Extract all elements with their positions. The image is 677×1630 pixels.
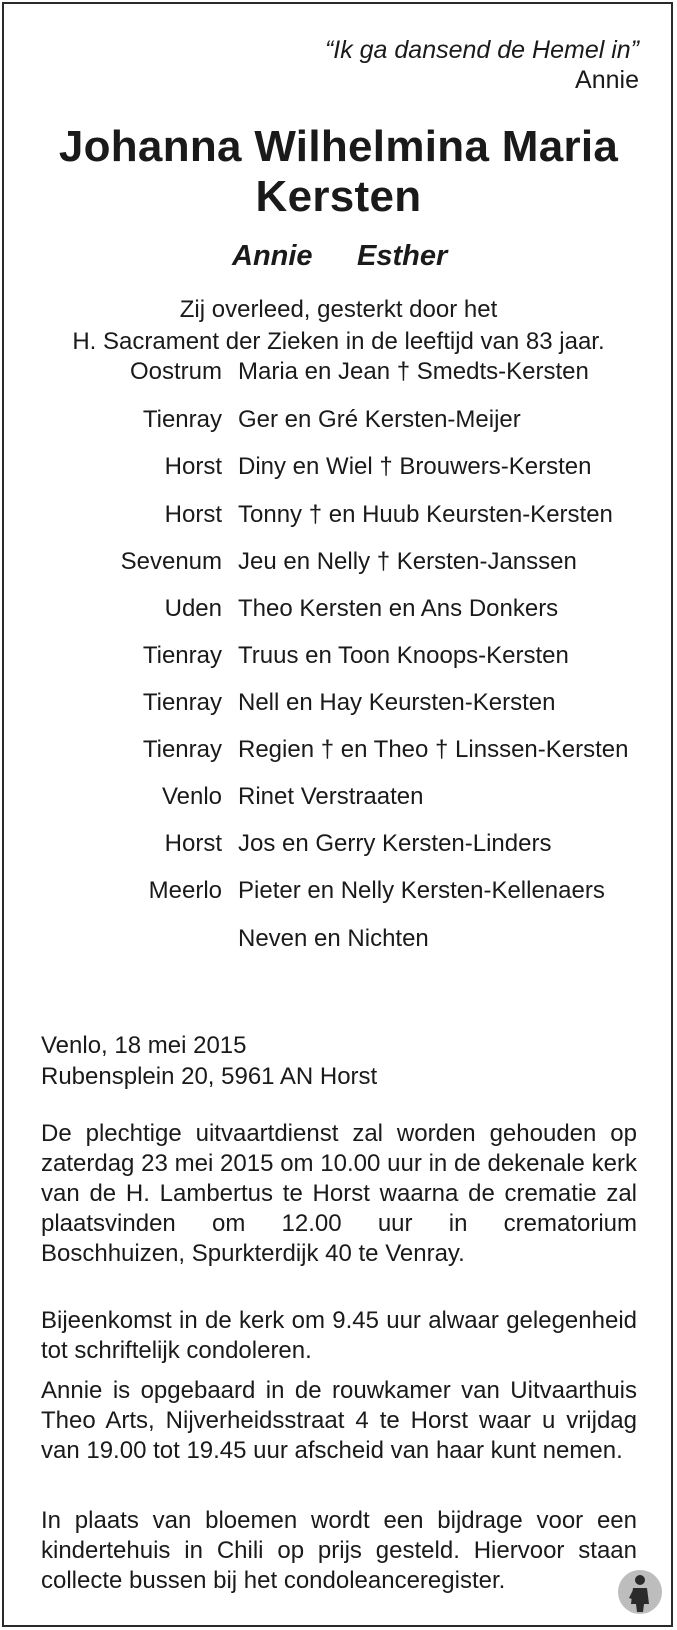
relative-names: Diny en Wiel † Brouwers-Kersten: [238, 453, 592, 480]
relative-row: [0, 689, 677, 719]
relative-row: [0, 358, 677, 388]
relative-row: [0, 453, 677, 483]
relative-place: Venlo: [161, 783, 222, 810]
relative-row: [0, 406, 677, 436]
relative-names: Pieter en Nelly Kersten-Kellenaers: [238, 877, 605, 904]
nickname-2: Esther: [357, 240, 448, 272]
relative-names: Truus en Toon Knoops-Kersten: [238, 642, 569, 669]
relative-place: Uden: [164, 595, 222, 622]
memorial-figure-icon: [616, 1568, 664, 1616]
relative-place: Tienray: [142, 642, 222, 669]
nickname-1: Annie: [232, 240, 313, 272]
flowers-paragraph: In plaats van bloemen wordt een bijdrage voor een kindertehuis in Chili op prijs gesteld. Hiervoor staan collecte bussen bij het condoleanceregister.: [41, 1507, 637, 1594]
relative-row: [0, 830, 677, 860]
quote-text: “Ik ga dansend de Hemel in”: [324, 36, 639, 64]
deceased-name-line2: Kersten: [255, 172, 422, 221]
relative-place: Oostrum: [129, 358, 222, 385]
relative-row: [0, 925, 677, 955]
relative-place: Tienray: [142, 406, 222, 433]
relative-place: Sevenum: [120, 548, 222, 575]
relative-names: Nell en Hay Keursten-Kersten: [238, 689, 556, 716]
deceased-name-line1: Johanna Wilhelmina Maria: [58, 122, 619, 171]
relative-names: Maria en Jean † Smedts-Kersten: [238, 358, 589, 385]
relative-names: Ger en Gré Kersten-Meijer: [238, 406, 521, 433]
relative-names: Theo Kersten en Ans Donkers: [238, 595, 559, 622]
relative-row: [0, 736, 677, 766]
relative-names: Jos en Gerry Kersten-Linders: [238, 830, 552, 857]
relative-place: Horst: [164, 501, 222, 528]
relative-place: Tienray: [142, 736, 222, 763]
home-address: Rubensplein 20, 5961 AN Horst: [41, 1063, 378, 1090]
gathering-paragraph: Bijeenkomst in de kerk om 9.45 uur alwaar gelegenheid tot schriftelijk condoleren.: [41, 1307, 637, 1364]
relative-names: Rinet Verstraaten: [238, 783, 424, 810]
relative-names: Neven en Nichten: [238, 925, 429, 952]
relative-place: Meerlo: [148, 877, 222, 904]
date-line: Venlo, 18 mei 2015: [41, 1032, 247, 1059]
relative-row: [0, 877, 677, 907]
relative-row: [0, 783, 677, 813]
relative-names: Jeu en Nelly † Kersten-Janssen: [238, 548, 577, 575]
relative-row: [0, 642, 677, 672]
quote-signature: Annie: [575, 66, 639, 94]
relative-row: [0, 501, 677, 531]
viewing-paragraph: Annie is opgebaard in de rouwkamer van Uitvaarthuis Theo Arts, Nijverheidsstraat 4 te Horst waar u vrijdag van 19.00 tot 19.45 uur afscheid van haar kunt nemen.: [41, 1377, 637, 1464]
relative-names: Regien † en Theo † Linssen-Kersten: [238, 736, 629, 763]
intro-line1: Zij overleed, gesterkt door het: [179, 296, 498, 323]
relative-place: Tienray: [142, 689, 222, 716]
relative-row: [0, 548, 677, 578]
intro-line2: H. Sacrament der Zieken in de leeftijd van 83 jaar.: [72, 328, 605, 355]
relative-place: Horst: [164, 830, 222, 857]
relative-place: Horst: [164, 453, 222, 480]
relative-names: Tonny † en Huub Keursten-Kersten: [238, 501, 613, 528]
relative-row: [0, 595, 677, 625]
funeral-service-paragraph: De plechtige uitvaartdienst zal worden gehouden op zaterdag 23 mei 2015 om 10.00 uur in de dekenale kerk van de H. Lambertus te Horst waarna de crematie zal plaatsvinden om 12.00 uur in crematorium Boschhuizen, Spurkterdijk 40 te Venray.: [41, 1120, 637, 1267]
